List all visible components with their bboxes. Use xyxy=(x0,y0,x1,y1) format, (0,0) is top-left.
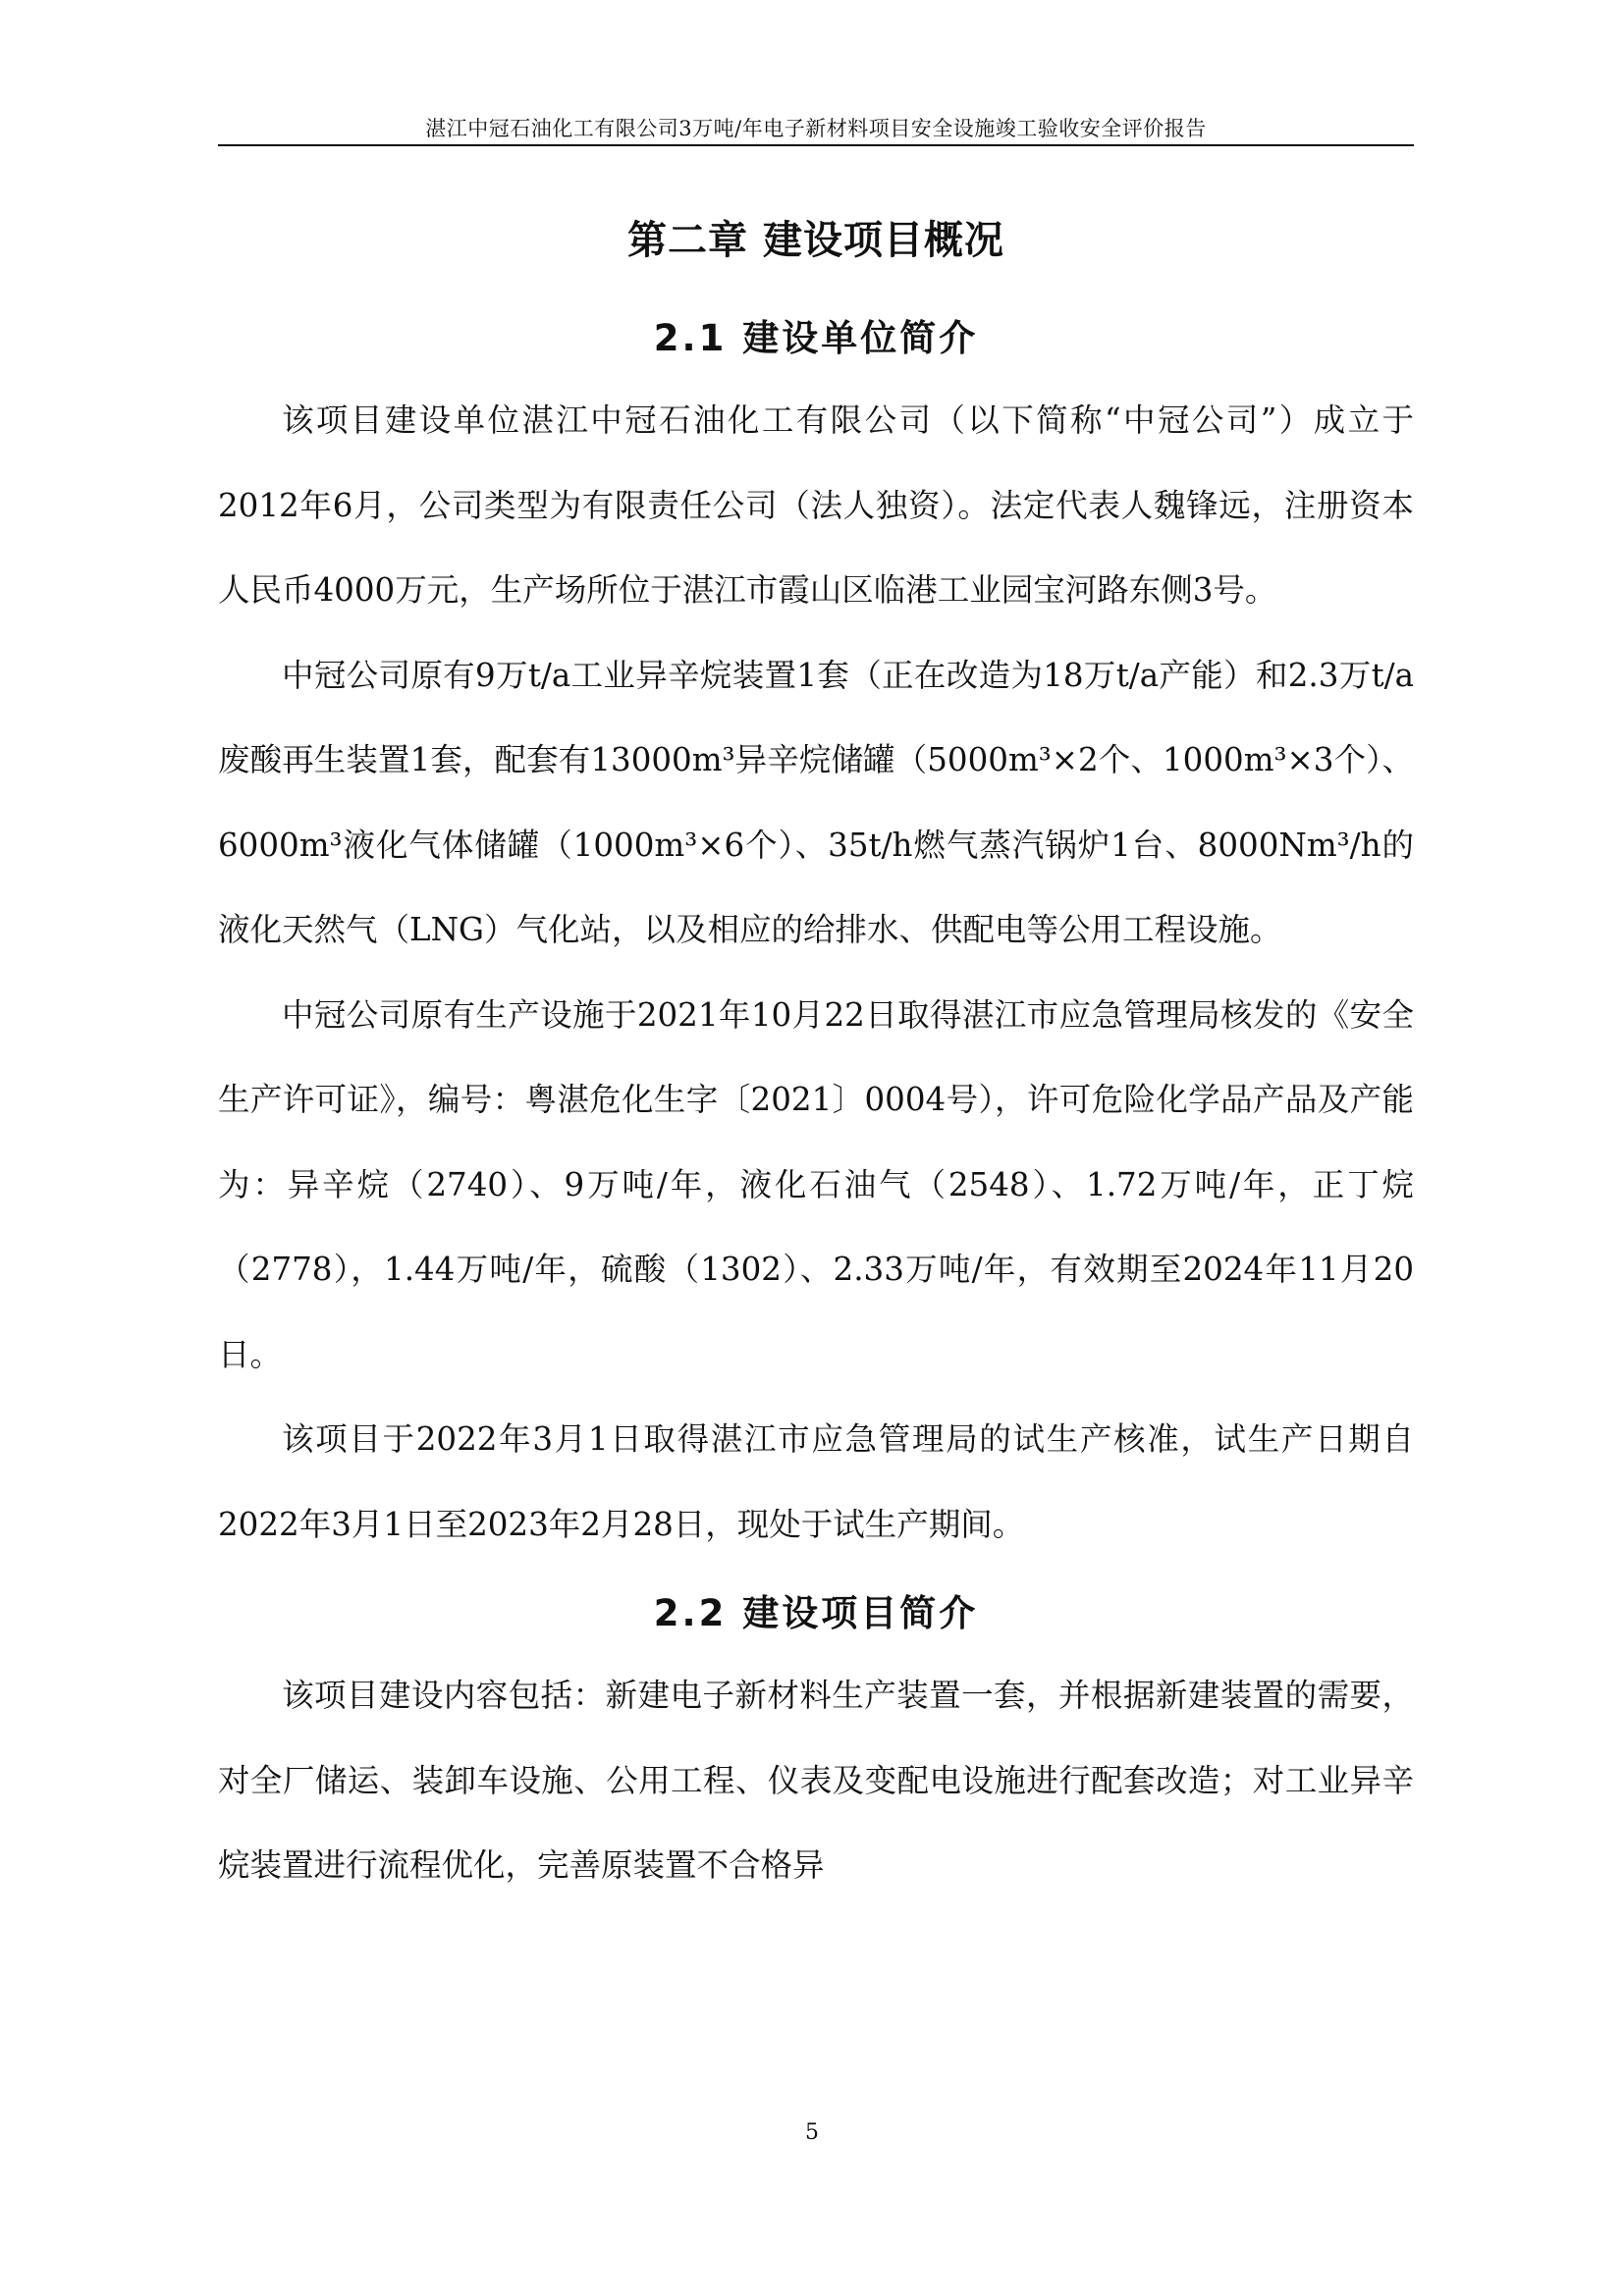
page-number: 5 xyxy=(805,2120,819,2145)
paragraph-existing-facilities: 中冠公司原有9万t/a工业异辛烷装置1套（正在改造为18万t/a产能）和2.3万t/a废酸再生装置1套，配套有13000m³异辛烷储罐（5000m³×2个、1000m³×3个）、6000m³液化气体储罐（1000m³×6个）、35t/h燃气蒸汽锅炉1台、8000Nm³/h的液化天然气（LNG）气化站，以及相应的给排水、供配电等公用工程设施。 xyxy=(218,656,1414,948)
chapter-title: 第二章 建设项目概况 xyxy=(627,218,1004,263)
paragraph-company-intro: 该项目建设单位湛江中冠石油化工有限公司（以下简称“中冠公司”）成立于2012年6月，公司类型为有限责任公司（法人独资）。法定代表人魏锋远，注册资本人民币4000万元，生产场所位于湛江市霞山区临港工业园宝河路东侧3号。 xyxy=(218,401,1414,609)
section-title-2-1: 2.1 建设单位简介 xyxy=(653,317,979,359)
paragraph-trial-production: 该项目于2022年3月1日取得湛江市应急管理局的试生产核准，试生产日期自2022年3月1日至2023年2月28日，现处于试生产期间。 xyxy=(218,1420,1414,1543)
header-rule xyxy=(218,144,1414,146)
page-body xyxy=(218,201,1414,1908)
running-header: 湛江中冠石油化工有限公司3万吨/年电子新材料项目安全设施竣工验收安全评价报告 xyxy=(425,117,1207,140)
section-title-2-2: 2.2 建设项目简介 xyxy=(653,1592,979,1634)
paragraph-project-scope: 该项目建设内容包括：新建电子新材料生产装置一套，并根据新建装置的需要，对全厂储运、装卸车设施、公用工程、仪表及变配电设施进行配套改造；对工业异辛烷装置进行流程优化，完善原装置不合格异 xyxy=(218,1677,1414,1884)
paragraph-safety-license: 中冠公司原有生产设施于2021年10月22日取得湛江市应急管理局核发的《安全生产许可证》，编号：粤湛危化生字〔2021〕0004号），许可危险化学品产品及产能为：异辛烷（2740）、9万吨/年，液化石油气（2548）、1.72万吨/年，正丁烷（2778），1.44万吨/年，硫酸（1302）、2.33万吨/年，有效期至2024年11月20日。 xyxy=(218,995,1414,1373)
